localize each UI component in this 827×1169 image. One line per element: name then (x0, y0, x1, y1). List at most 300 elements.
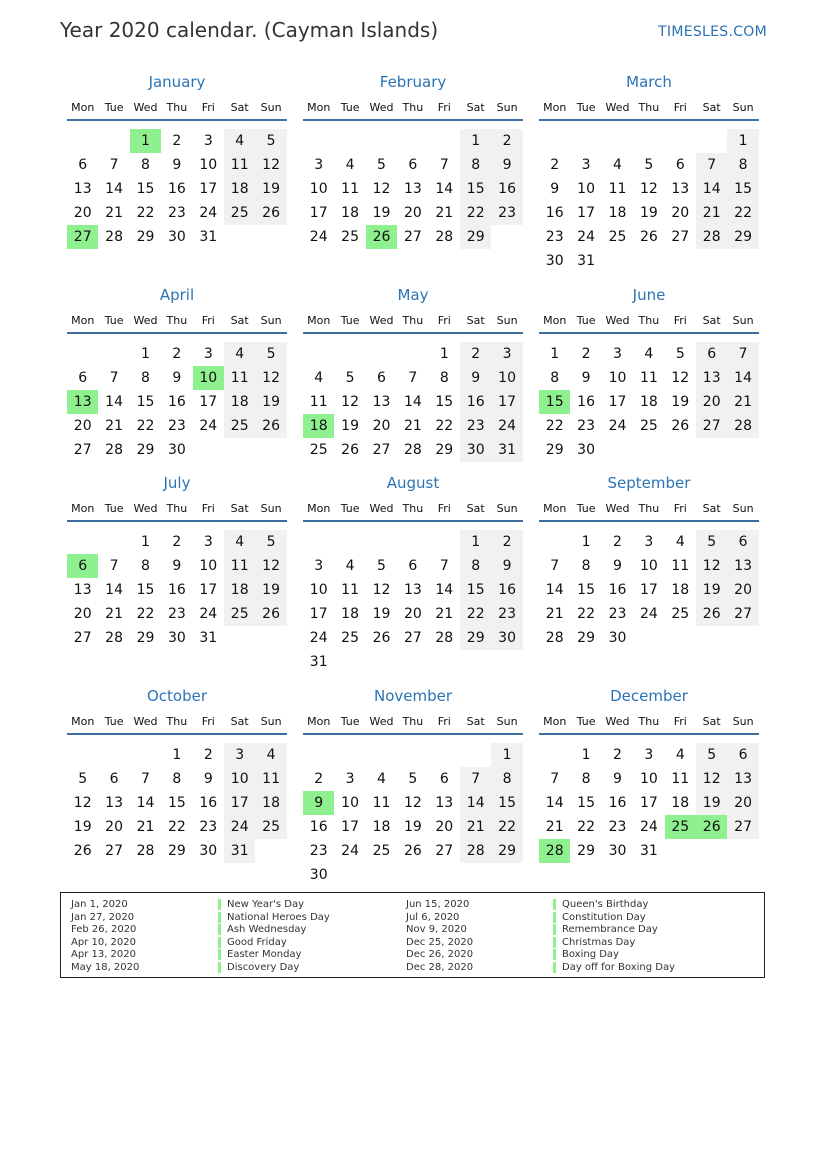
day-cell: 7 (460, 767, 491, 791)
day-cell: 10 (341, 795, 359, 811)
day-cell: 19 (255, 177, 286, 201)
weekday-header: Mon (543, 502, 567, 515)
day-cell: 23 (309, 843, 328, 859)
day-cell: 20 (696, 390, 727, 414)
holiday-name: Christmas Day (553, 937, 635, 948)
day-cell: 9 (172, 558, 182, 574)
day-cell: 21 (727, 390, 758, 414)
day-cell: 11 (255, 767, 286, 791)
day-cell: 10 (639, 558, 658, 574)
day-cell: 18 (255, 791, 286, 815)
month-divider (539, 520, 759, 522)
month-divider (539, 332, 759, 334)
weekday-header: Tue (340, 715, 360, 728)
day-cell: 1 (172, 747, 182, 763)
day-cell: 29 (545, 442, 564, 458)
weekday-header: Sat (702, 101, 721, 114)
day-cell: 8 (460, 153, 491, 177)
day-cell: 17 (224, 791, 255, 815)
day-cell: 7 (727, 342, 758, 366)
month-name: March (626, 73, 672, 91)
month-name: October (146, 687, 208, 705)
weekday-header: Sat (702, 314, 721, 327)
day-cell: 29 (577, 843, 595, 859)
month-name: January (148, 73, 206, 91)
holiday-day-cell: 10 (193, 366, 224, 390)
day-cell: 2 (491, 530, 522, 554)
holiday-name: Easter Monday (218, 949, 302, 960)
weekday-header: Sun (732, 101, 754, 114)
day-cell: 14 (460, 791, 491, 815)
day-cell: 4 (644, 346, 654, 362)
holiday-name: Remembrance Day (553, 924, 658, 935)
holiday-name: Good Friday (218, 937, 287, 948)
day-cell: 22 (545, 418, 564, 434)
weekday-header: Fri (673, 314, 687, 327)
weekday-header: Wed (369, 314, 394, 327)
day-cell: 14 (105, 582, 123, 598)
weekday-header: Sat (230, 502, 249, 515)
day-cell: 28 (105, 630, 123, 646)
day-cell: 25 (372, 843, 391, 859)
weekday-header: Sat (466, 101, 485, 114)
holiday-date: May 18, 2020 (71, 961, 140, 973)
day-cell: 11 (671, 771, 690, 787)
month-divider (67, 520, 287, 522)
day-cell: 26 (255, 414, 286, 438)
day-cell: 9 (491, 554, 522, 578)
day-cell: 29 (435, 442, 454, 458)
day-cell: 27 (372, 442, 391, 458)
weekday-header: Fri (437, 502, 451, 515)
day-cell: 22 (136, 606, 155, 622)
day-cell: 11 (309, 394, 328, 410)
weekday-header: Fri (437, 715, 451, 728)
day-cell: 19 (255, 390, 286, 414)
day-cell: 20 (403, 606, 422, 622)
day-cell: 22 (136, 205, 155, 221)
month-divider (303, 733, 523, 735)
holiday-date: Jan 27, 2020 (71, 911, 135, 923)
month-name: February (379, 73, 447, 91)
weekday-header: Fri (201, 715, 215, 728)
holiday-date: Feb 26, 2020 (71, 924, 137, 935)
day-cell: 27 (696, 414, 727, 438)
weekday-header: Sat (230, 101, 249, 114)
day-cell: 21 (545, 819, 564, 835)
weekday-header: Thu (166, 101, 188, 114)
holiday-day-cell: 25 (665, 815, 696, 839)
day-cell: 21 (136, 819, 155, 835)
month-divider (303, 119, 523, 121)
day-cell: 16 (491, 177, 522, 201)
site-link[interactable]: TIMESLES.COM (658, 24, 767, 40)
day-cell: 5 (255, 530, 286, 554)
day-cell: 4 (314, 370, 324, 386)
day-cell: 12 (255, 554, 286, 578)
month-name: November (373, 687, 453, 705)
weekday-header: Tue (104, 502, 124, 515)
day-cell: 6 (408, 558, 418, 574)
day-cell: 2 (172, 534, 182, 550)
day-cell: 23 (545, 229, 564, 245)
day-cell: 25 (255, 815, 286, 839)
day-cell: 14 (105, 181, 123, 197)
day-cell: 7 (550, 771, 560, 787)
day-cell: 13 (73, 582, 92, 598)
day-cell: 9 (613, 558, 622, 574)
month-divider (67, 733, 287, 735)
day-cell: 10 (608, 370, 627, 386)
day-cell: 20 (105, 819, 123, 835)
day-cell: 9 (203, 771, 213, 787)
day-cell: 30 (608, 843, 627, 859)
day-cell: 24 (639, 819, 658, 835)
day-cell: 29 (136, 229, 155, 245)
day-cell: 7 (408, 370, 418, 386)
day-cell: 3 (224, 743, 255, 767)
day-cell: 2 (613, 534, 622, 550)
holiday-date: Jan 1, 2020 (71, 899, 128, 910)
day-cell: 22 (727, 201, 758, 225)
weekday-header: Fri (673, 715, 687, 728)
day-cell: 26 (341, 442, 359, 458)
day-cell: 25 (224, 201, 255, 225)
day-cell: 15 (577, 795, 595, 811)
day-cell: 6 (439, 771, 449, 787)
day-cell: 6 (377, 370, 386, 386)
day-cell: 22 (577, 819, 595, 835)
day-cell: 17 (639, 795, 658, 811)
day-cell: 11 (224, 153, 255, 177)
day-cell: 24 (199, 606, 218, 622)
day-cell: 2 (613, 747, 622, 763)
day-cell: 18 (372, 819, 391, 835)
holiday-day-cell: 28 (539, 839, 570, 863)
day-cell: 10 (577, 181, 595, 197)
weekday-header: Sun (496, 715, 518, 728)
day-cell: 30 (460, 438, 491, 462)
day-cell: 12 (255, 153, 286, 177)
day-cell: 27 (73, 442, 92, 458)
day-cell: 4 (613, 157, 622, 173)
day-cell: 21 (403, 418, 422, 434)
day-cell: 26 (639, 229, 658, 245)
day-cell: 20 (372, 418, 391, 434)
day-cell: 21 (460, 815, 491, 839)
day-cell: 23 (167, 205, 186, 221)
day-cell: 8 (439, 370, 449, 386)
day-cell: 5 (377, 558, 386, 574)
day-cell: 30 (491, 626, 522, 650)
day-cell: 24 (608, 418, 627, 434)
day-cell: 21 (105, 418, 123, 434)
day-cell: 30 (199, 843, 218, 859)
weekday-header: Mon (543, 314, 567, 327)
day-cell: 29 (577, 630, 595, 646)
day-cell: 20 (73, 418, 92, 434)
day-cell: 13 (372, 394, 391, 410)
month-divider (539, 733, 759, 735)
month-divider (539, 119, 759, 121)
holiday-day-cell: 26 (366, 225, 397, 249)
day-cell: 10 (199, 157, 218, 173)
day-cell: 19 (73, 819, 92, 835)
day-cell: 5 (696, 743, 727, 767)
day-cell: 2 (172, 346, 182, 362)
day-cell: 20 (73, 606, 92, 622)
day-cell: 12 (403, 795, 422, 811)
day-cell: 30 (577, 442, 595, 458)
weekday-header: Wed (133, 314, 158, 327)
day-cell: 14 (727, 366, 758, 390)
day-cell: 1 (727, 129, 758, 153)
day-cell: 4 (224, 530, 255, 554)
month-divider (67, 332, 287, 334)
day-cell: 28 (136, 843, 155, 859)
day-cell: 17 (577, 205, 595, 221)
day-cell: 25 (608, 229, 627, 245)
day-cell: 15 (577, 582, 595, 598)
day-cell: 8 (172, 771, 182, 787)
day-cell: 13 (403, 181, 422, 197)
day-cell: 23 (608, 606, 627, 622)
day-cell: 23 (491, 602, 522, 626)
day-cell: 11 (372, 795, 391, 811)
day-cell: 22 (136, 418, 155, 434)
day-cell: 27 (105, 843, 123, 859)
day-cell: 26 (73, 843, 92, 859)
holiday-date: Jul 6, 2020 (406, 911, 460, 923)
day-cell: 23 (199, 819, 218, 835)
day-cell: 19 (341, 418, 359, 434)
day-cell: 17 (199, 394, 218, 410)
day-cell: 21 (435, 205, 454, 221)
weekday-header: Fri (437, 314, 451, 327)
day-cell: 17 (608, 394, 627, 410)
day-cell: 4 (224, 129, 255, 153)
day-cell: 6 (675, 157, 685, 173)
day-cell: 15 (136, 394, 155, 410)
day-cell: 15 (167, 795, 186, 811)
weekday-header: Tue (576, 502, 596, 515)
day-cell: 5 (644, 157, 654, 173)
day-cell: 16 (545, 205, 564, 221)
holiday-date: Apr 13, 2020 (71, 949, 137, 960)
day-cell: 9 (581, 370, 591, 386)
day-cell: 24 (309, 229, 328, 245)
day-cell: 3 (491, 342, 522, 366)
day-cell: 3 (644, 747, 654, 763)
day-cell: 10 (491, 366, 522, 390)
weekday-header: Wed (369, 502, 394, 515)
day-cell: 30 (167, 630, 186, 646)
day-cell: 15 (136, 181, 155, 197)
day-cell: 28 (105, 442, 123, 458)
weekday-header: Fri (437, 101, 451, 114)
day-cell: 15 (435, 394, 454, 410)
day-cell: 23 (491, 201, 522, 225)
day-cell: 16 (460, 390, 491, 414)
weekday-header: Thu (638, 314, 660, 327)
day-cell: 1 (141, 346, 150, 362)
day-cell: 18 (224, 390, 255, 414)
day-cell: 19 (696, 791, 727, 815)
day-cell: 23 (577, 418, 595, 434)
holiday-day-cell: 26 (696, 815, 727, 839)
day-cell: 20 (727, 791, 758, 815)
weekday-header: Tue (340, 502, 360, 515)
holiday-date: Dec 25, 2020 (406, 936, 474, 948)
day-cell: 12 (341, 394, 359, 410)
day-cell: 9 (172, 370, 182, 386)
day-cell: 12 (639, 181, 658, 197)
weekday-header: Tue (104, 715, 124, 728)
weekday-header: Mon (71, 715, 95, 728)
day-cell: 11 (639, 370, 658, 386)
day-cell: 19 (403, 819, 422, 835)
day-cell: 27 (671, 229, 690, 245)
day-cell: 9 (491, 153, 522, 177)
day-cell: 2 (203, 747, 213, 763)
day-cell: 7 (550, 558, 560, 574)
weekday-header: Wed (369, 715, 394, 728)
day-cell: 5 (696, 530, 727, 554)
day-cell: 28 (435, 229, 454, 245)
day-cell: 22 (435, 418, 454, 434)
weekday-header: Wed (133, 715, 158, 728)
day-cell: 22 (167, 819, 186, 835)
day-cell: 8 (141, 157, 150, 173)
day-cell: 4 (345, 558, 355, 574)
day-cell: 14 (105, 394, 123, 410)
day-cell: 23 (167, 606, 186, 622)
day-cell: 15 (727, 177, 758, 201)
day-cell: 5 (345, 370, 355, 386)
weekday-header: Thu (402, 314, 424, 327)
weekday-header: Fri (201, 314, 215, 327)
day-cell: 15 (460, 578, 491, 602)
day-cell: 1 (141, 534, 150, 550)
day-cell: 10 (199, 558, 218, 574)
day-cell: 12 (255, 366, 286, 390)
day-cell: 22 (460, 602, 491, 626)
day-cell: 7 (141, 771, 150, 787)
day-cell: 8 (581, 771, 591, 787)
weekday-header: Wed (133, 502, 158, 515)
holiday-name: National Heroes Day (218, 912, 330, 923)
day-cell: 19 (372, 205, 391, 221)
holiday-date: Nov 9, 2020 (406, 924, 467, 935)
holiday-date: Dec 26, 2020 (406, 949, 474, 960)
day-cell: 16 (577, 394, 595, 410)
day-cell: 18 (639, 394, 658, 410)
day-cell: 1 (581, 534, 591, 550)
weekday-header: Wed (605, 715, 630, 728)
day-cell: 15 (136, 582, 155, 598)
day-cell: 24 (341, 843, 359, 859)
day-cell: 8 (460, 554, 491, 578)
day-cell: 9 (613, 771, 622, 787)
day-cell: 20 (727, 578, 758, 602)
day-cell: 11 (224, 366, 255, 390)
weekday-header: Mon (307, 314, 331, 327)
day-cell: 6 (408, 157, 418, 173)
day-cell: 16 (608, 795, 627, 811)
day-cell: 7 (696, 153, 727, 177)
day-cell: 14 (545, 582, 564, 598)
day-cell: 24 (577, 229, 595, 245)
day-cell: 17 (199, 181, 218, 197)
holiday-name: Queen's Birthday (553, 899, 648, 910)
month-divider (67, 119, 287, 121)
day-cell: 4 (255, 743, 286, 767)
day-cell: 14 (435, 582, 454, 598)
day-cell: 5 (255, 342, 286, 366)
weekday-header: Sun (732, 314, 754, 327)
day-cell: 3 (314, 157, 324, 173)
day-cell: 26 (671, 418, 690, 434)
day-cell: 23 (608, 819, 627, 835)
weekday-header: Thu (166, 715, 188, 728)
weekday-header: Thu (402, 502, 424, 515)
weekday-header: Thu (402, 101, 424, 114)
day-cell: 1 (550, 346, 560, 362)
day-cell: 30 (545, 253, 564, 269)
weekday-header: Thu (166, 314, 188, 327)
day-cell: 9 (172, 157, 182, 173)
day-cell: 12 (372, 181, 391, 197)
day-cell: 8 (141, 558, 150, 574)
day-cell: 11 (608, 181, 627, 197)
day-cell: 3 (581, 157, 591, 173)
day-cell: 2 (172, 133, 182, 149)
weekday-header: Mon (307, 715, 331, 728)
weekday-header: Sat (466, 502, 485, 515)
day-cell: 28 (435, 630, 454, 646)
weekday-header: Sun (260, 314, 282, 327)
day-cell: 24 (224, 815, 255, 839)
day-cell: 19 (671, 394, 690, 410)
day-cell: 6 (109, 771, 119, 787)
day-cell: 7 (439, 157, 449, 173)
weekday-header: Fri (201, 101, 215, 114)
day-cell: 23 (460, 414, 491, 438)
weekday-header: Tue (576, 314, 596, 327)
day-cell: 17 (639, 582, 658, 598)
day-cell: 13 (403, 582, 422, 598)
weekday-header: Sat (702, 715, 721, 728)
day-cell: 16 (199, 795, 218, 811)
day-cell: 3 (613, 346, 622, 362)
day-cell: 2 (491, 129, 522, 153)
day-cell: 8 (141, 370, 150, 386)
day-cell: 28 (696, 225, 727, 249)
weekday-header: Thu (638, 715, 660, 728)
weekday-header: Tue (340, 314, 360, 327)
day-cell: 4 (377, 771, 386, 787)
day-cell: 5 (78, 771, 88, 787)
day-cell: 16 (491, 578, 522, 602)
month-name: June (632, 286, 666, 304)
holiday-name: Constitution Day (553, 912, 646, 923)
day-cell: 10 (309, 582, 328, 598)
weekday-header: Sun (496, 314, 518, 327)
holiday-day-cell: 6 (67, 554, 98, 578)
day-cell: 28 (727, 414, 758, 438)
day-cell: 24 (199, 418, 218, 434)
day-cell: 3 (203, 534, 213, 550)
